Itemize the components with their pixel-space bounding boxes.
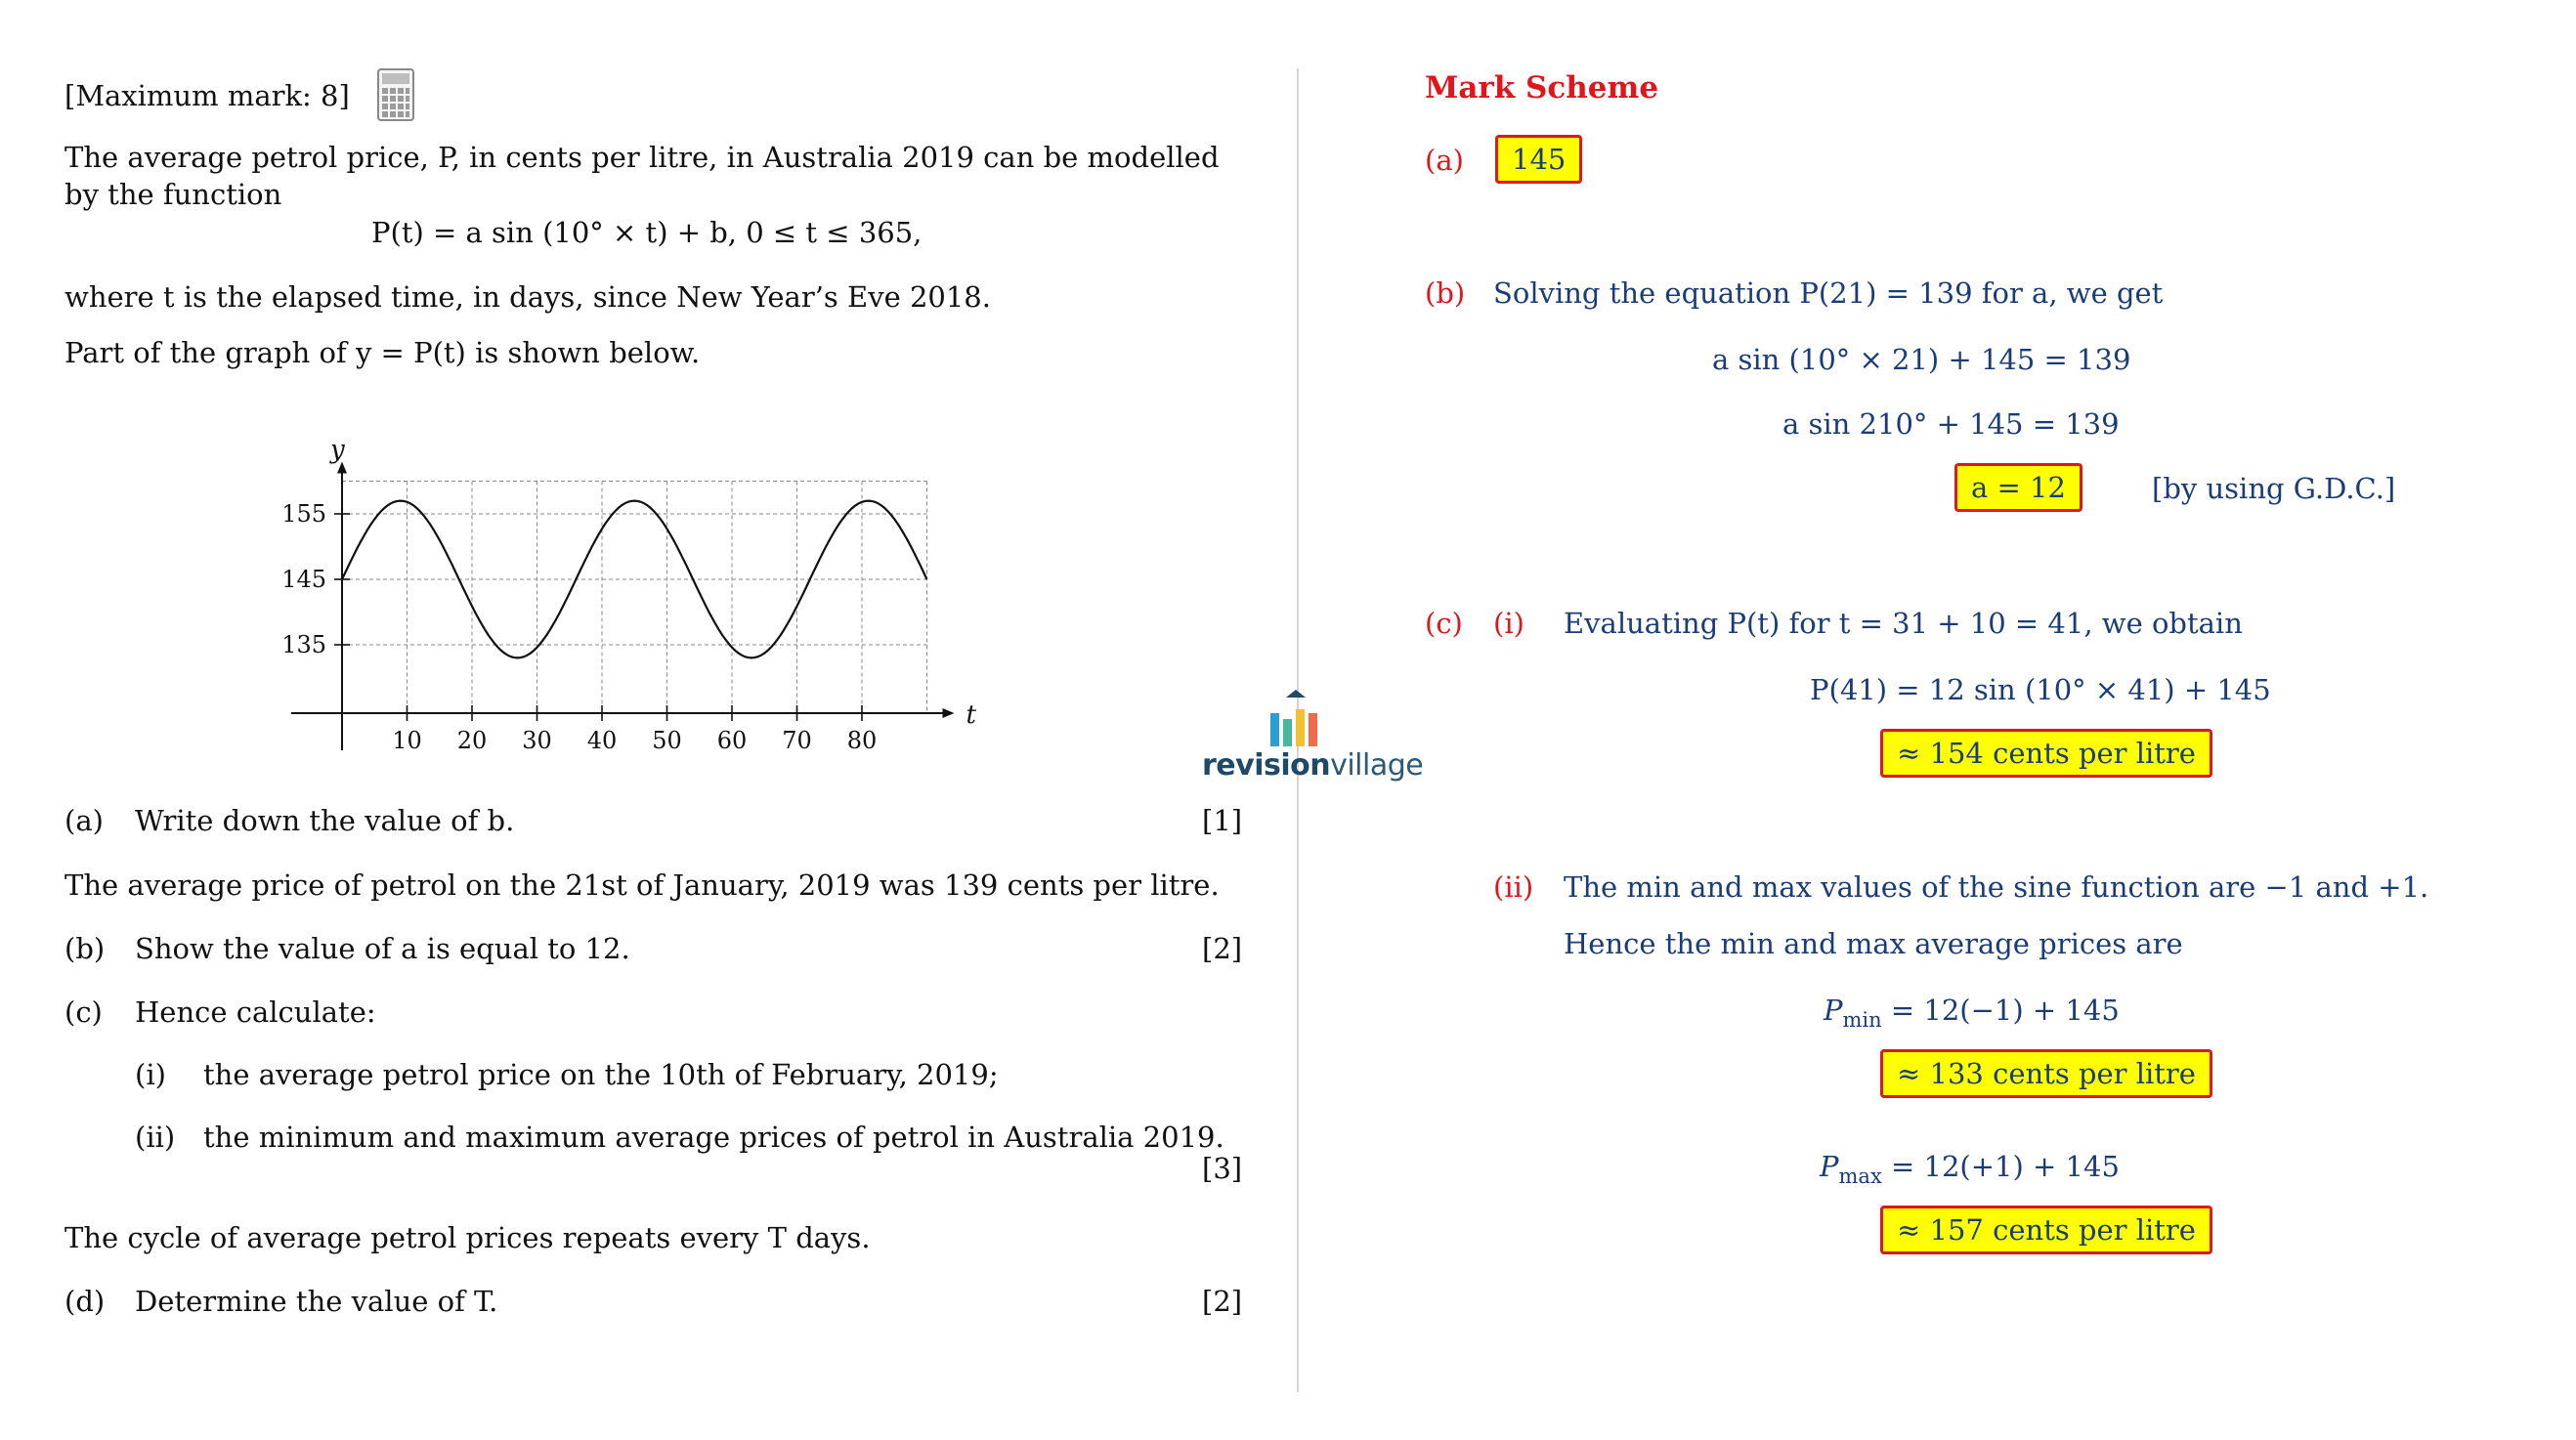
- ms-cii-text-1: The min and max values of the sine function are −1 and +1.: [1564, 870, 2429, 904]
- ms-b-text: Solving the equation P(21) = 139 for a, we get: [1493, 276, 2164, 310]
- part-d-marks: [2]: [1202, 1285, 1243, 1318]
- ms-cii-text-2: Hence the min and max average prices are: [1564, 927, 2183, 960]
- calculator-icon: [377, 68, 414, 121]
- pmin-rhs: = 12(−1) + 145: [1881, 994, 2120, 1027]
- x-tick-label: 60: [716, 727, 748, 754]
- intro-line-2: by the function: [64, 178, 282, 211]
- pmin-subscript: min: [1842, 1007, 1882, 1032]
- ms-a-answer: 145: [1495, 135, 1582, 184]
- part-a-marks: [1]: [1202, 804, 1243, 837]
- x-axis-label: t: [966, 700, 976, 730]
- ms-cii-label: (ii): [1493, 870, 1534, 904]
- pmax-subscript: max: [1838, 1164, 1882, 1188]
- ms-pmin-equation: [1824, 993, 2120, 1038]
- sine-graph: [264, 401, 976, 772]
- x-tick-label: 40: [586, 727, 618, 754]
- y-axis-label: y: [330, 435, 345, 465]
- x-tick-label: 70: [782, 727, 812, 754]
- y-tick-label: 135: [281, 631, 326, 658]
- part-ci-text: the average petrol price on the 10th of February, 2019;: [203, 1058, 999, 1091]
- part-d-text: Determine the value of T.: [135, 1285, 498, 1318]
- pmax-symbol: P: [1820, 1150, 1839, 1183]
- ms-pmin-answer: ≈ 133 cents per litre: [1880, 1049, 2212, 1098]
- max-mark: [Maximum mark: 8]: [64, 79, 350, 112]
- part-b-label: (b): [64, 932, 106, 965]
- part-c-label: (c): [64, 995, 103, 1029]
- ms-ci-label: (i): [1493, 607, 1524, 640]
- part-a-text: Write down the value of b.: [135, 804, 515, 837]
- logo-text-bold: revision: [1202, 748, 1331, 783]
- stem-3: The cycle of average petrol prices repeats every T days.: [64, 1221, 871, 1254]
- stem-2: The average price of petrol on the 21st of January, 2019 was 139 cents per litre.: [64, 868, 1220, 902]
- x-tick-label: 80: [846, 727, 878, 754]
- graph-grid: [342, 482, 927, 714]
- part-b-marks: [2]: [1202, 932, 1243, 965]
- part-cii-text: the minimum and maximum average prices of petrol in Australia 2019.: [203, 1121, 1224, 1154]
- ms-c-label: (c): [1425, 607, 1463, 640]
- y-tick-label: 155: [281, 500, 326, 528]
- ms-pmax-equation: [1820, 1149, 2120, 1194]
- markscheme-title: Mark Scheme: [1425, 70, 1659, 106]
- ms-b-eq2: a sin 210° + 145 = 139: [1782, 407, 2120, 441]
- x-tick-label: 50: [652, 727, 682, 754]
- function-definition: P(t) = a sin (10° × t) + b, 0 ≤ t ≤ 365,: [371, 216, 923, 249]
- pmax-rhs: = 12(+1) + 145: [1881, 1150, 2120, 1183]
- ms-a-label: (a): [1425, 144, 1464, 177]
- part-ci-label: (i): [135, 1058, 166, 1091]
- part-a-label: (a): [64, 804, 104, 837]
- graph-axes: [291, 436, 977, 751]
- sine-curve: [342, 501, 927, 658]
- part-b-text: Show the value of a is equal to 12.: [135, 932, 630, 965]
- part-c-marks: [3]: [1202, 1152, 1243, 1185]
- ms-b-label: (b): [1425, 276, 1466, 310]
- ms-b-eq1: a sin (10° × 21) + 145 = 139: [1712, 343, 2131, 376]
- ms-ci-eq: P(41) = 12 sin (10° × 41) + 145: [1810, 673, 2271, 706]
- intro-line-1: The average petrol price, P, in cents per litre, in Australia 2019 can be modelled: [64, 141, 1220, 174]
- logo-text-light: village: [1330, 748, 1424, 783]
- part-d-label: (d): [64, 1285, 106, 1318]
- ms-ci-text: Evaluating P(t) for t = 31 + 10 = 41, we obtain: [1564, 607, 2243, 640]
- ms-b-note: [by using G.D.C.]: [2152, 472, 2396, 505]
- x-tick-label: 20: [456, 727, 488, 754]
- graph-ticks: [281, 500, 877, 754]
- revision-village-logo-icon: [1270, 690, 1321, 746]
- where-line: where t is the elapsed time, in days, since New Year’s Eve 2018.: [64, 280, 991, 314]
- graph-intro: Part of the graph of y = P(t) is shown below.: [64, 336, 701, 369]
- part-c-text: Hence calculate:: [135, 995, 376, 1029]
- ms-b-answer: a = 12: [1954, 463, 2082, 512]
- part-cii-label: (ii): [135, 1121, 176, 1154]
- x-tick-label: 30: [522, 727, 552, 754]
- revision-village-logo-text: [1202, 748, 1423, 783]
- ms-pmax-answer: ≈ 157 cents per litre: [1880, 1206, 2212, 1254]
- x-axis-arrow: [943, 708, 955, 718]
- pmin-symbol: P: [1824, 994, 1843, 1027]
- ms-ci-answer: ≈ 154 cents per litre: [1880, 729, 2212, 778]
- x-tick-label: 10: [392, 727, 422, 754]
- y-tick-label: 145: [281, 566, 326, 593]
